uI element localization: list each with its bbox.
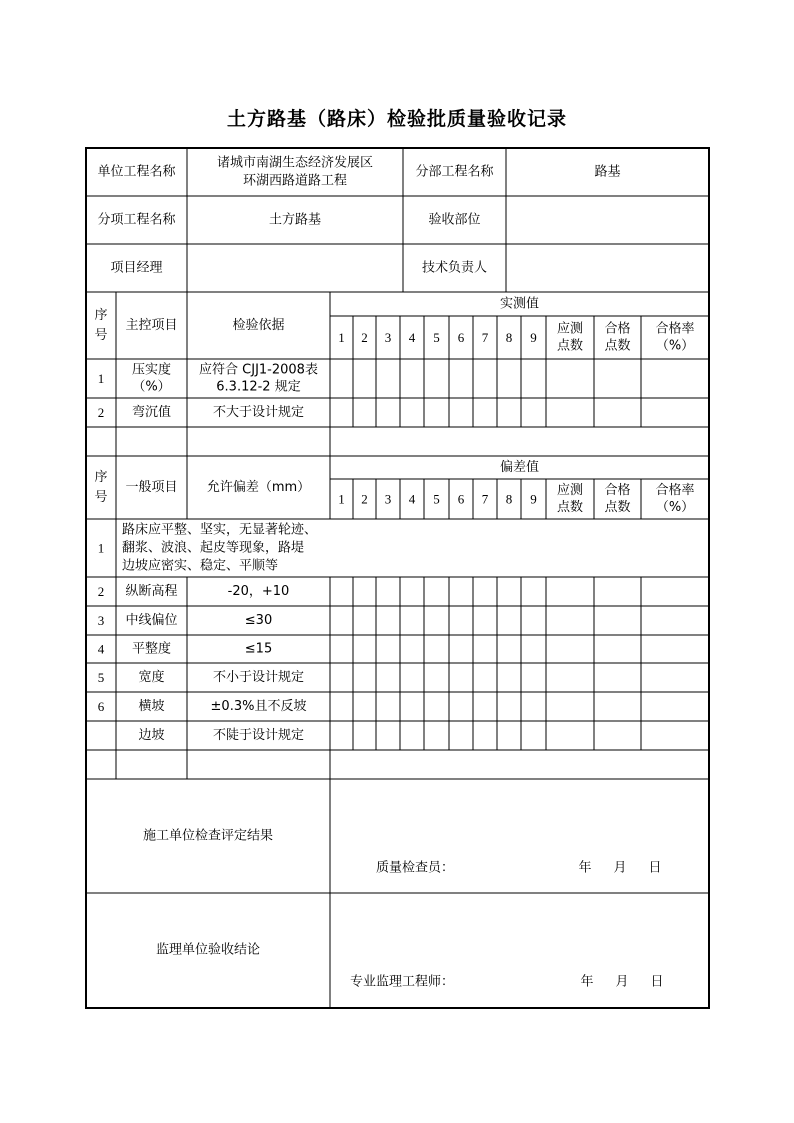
supervision-conclusion-label: 监理单位验收结论 [155, 942, 261, 958]
general-row-item: 中线偏位 [125, 613, 178, 628]
general-point-col-7: 7 [481, 491, 489, 507]
sub-project-value: 路基 [594, 164, 621, 180]
construction-month-label: 月 [613, 860, 627, 876]
main-point-col-1: 1 [338, 330, 345, 345]
general-row1-requirement: 翻浆、波浪、起皮等现象，路堤 [122, 540, 305, 556]
main-row-basis: 6.3.12-2 规定 [216, 379, 301, 395]
general-row-item: 横坡 [138, 699, 165, 714]
supervision-day-label: 日 [650, 974, 664, 990]
table-grid [86, 148, 709, 1008]
general-row-basis: ≤30 [244, 613, 273, 628]
main-row-item: 压实度 [131, 362, 172, 378]
main-row-seq: 2 [97, 405, 105, 420]
general-row1-requirement: 路床应平整、坚实，无显著轮迹、 [122, 522, 318, 538]
unit-project-value: 诸城市南湖生态经济发展区 [216, 155, 374, 171]
general-row-basis: ≤15 [244, 641, 273, 657]
general-pass-points-header: 合格 [604, 483, 631, 498]
tech-lead-label: 技术负责人 [421, 260, 488, 276]
main-basis-header: 检验依据 [232, 318, 285, 333]
main-point-col-8: 8 [505, 330, 513, 345]
general-seq-header: 序 [94, 470, 108, 485]
general-pass-rate-header: 合格率 [655, 483, 695, 498]
sub-project-label: 分部工程名称 [415, 164, 494, 180]
general-seq-header: 号 [94, 490, 108, 505]
general-row-seq: 2 [97, 584, 105, 599]
main-point-col-9: 9 [530, 330, 537, 345]
general-row-seq: 5 [97, 670, 105, 685]
general-pass-rate-header: （%） [655, 500, 695, 515]
general-point-col-3: 3 [384, 491, 392, 507]
main-row-basis: 应符合 CJJ1-2008表 [199, 362, 318, 378]
item-project-label: 分项工程名称 [97, 212, 176, 228]
main-pass-points-header: 合格 [604, 321, 631, 337]
main-should-points-header: 应测 [556, 321, 584, 337]
main-row-seq: 1 [97, 371, 105, 386]
general-should-points-header: 点数 [556, 500, 584, 515]
general-point-col-8: 8 [505, 491, 513, 507]
general-pass-points-header: 点数 [604, 500, 631, 515]
measured-values-header: 实测值 [499, 296, 540, 312]
main-point-col-5: 5 [433, 330, 440, 345]
unit-project-value: 环湖西路道路工程 [242, 173, 348, 189]
unit-project-label: 单位工程名称 [97, 164, 176, 180]
main-pass-points-header: 点数 [604, 338, 631, 354]
general-row-basis: 不陡于设计规定 [212, 728, 305, 743]
main-pass-rate-header: （%） [655, 338, 695, 354]
quality-inspector-label: 质量检查员： [376, 860, 455, 876]
general-row-seq: 4 [97, 641, 105, 657]
general-point-col-4: 4 [408, 491, 416, 507]
main-point-col-7: 7 [481, 330, 489, 345]
main-item-header: 主控项目 [125, 318, 178, 333]
main-pass-rate-header: 合格率 [655, 321, 695, 337]
supervision-year-label: 年 [580, 974, 594, 990]
general-point-col-9: 9 [530, 491, 537, 507]
general-row-item: 宽度 [138, 670, 165, 685]
main-point-col-4: 4 [408, 330, 416, 345]
main-row-item: （%） [132, 379, 171, 395]
general-item-header: 一般项目 [125, 480, 178, 495]
general-row1-requirement: 边坡应密实、稳定、平顺等 [122, 558, 279, 574]
document-title: 土方路基（路床）检验批质量验收记录 [226, 108, 567, 130]
main-seq-header: 号 [94, 328, 108, 343]
item-project-value: 土方路基 [268, 212, 322, 228]
acceptance-part-label: 验收部位 [428, 212, 481, 228]
main-row-item: 弯沉值 [131, 405, 172, 420]
general-point-col-5: 5 [433, 491, 440, 507]
construction-year-label: 年 [578, 860, 592, 876]
table-border [86, 148, 709, 1008]
general-basis-header: 允许偏差（mm） [206, 480, 311, 495]
deviation-values-header: 偏差值 [499, 460, 540, 475]
general-point-col-1: 1 [338, 491, 345, 507]
supervising-engineer-label: 专业监理工程师： [350, 974, 455, 990]
project-manager-label: 项目经理 [110, 260, 163, 276]
supervision-month-label: 月 [615, 974, 629, 990]
general-row-basis: -20，+10 [227, 584, 290, 599]
general-row-seq: 1 [97, 540, 105, 556]
general-row-seq: 6 [97, 699, 105, 714]
general-row-item: 边坡 [138, 728, 165, 743]
general-point-col-2: 2 [361, 491, 368, 507]
table-texts [94, 155, 694, 990]
general-row-item: 纵断高程 [125, 584, 178, 599]
main-point-col-3: 3 [384, 330, 392, 345]
main-point-col-6: 6 [457, 330, 465, 345]
general-row-basis: ±0.3%且不反坡 [210, 699, 307, 714]
general-point-col-6: 6 [457, 491, 465, 507]
construction-result-label: 施工单位检查评定结果 [142, 828, 274, 844]
main-row-basis: 不大于设计规定 [212, 405, 305, 420]
main-should-points-header: 点数 [556, 338, 584, 354]
general-row-seq: 3 [97, 613, 105, 628]
general-row-basis: 不小于设计规定 [212, 670, 305, 685]
general-should-points-header: 应测 [556, 483, 584, 498]
general-row-item: 平整度 [131, 641, 172, 657]
construction-day-label: 日 [648, 860, 662, 876]
main-seq-header: 序 [94, 308, 108, 323]
main-point-col-2: 2 [361, 330, 368, 345]
